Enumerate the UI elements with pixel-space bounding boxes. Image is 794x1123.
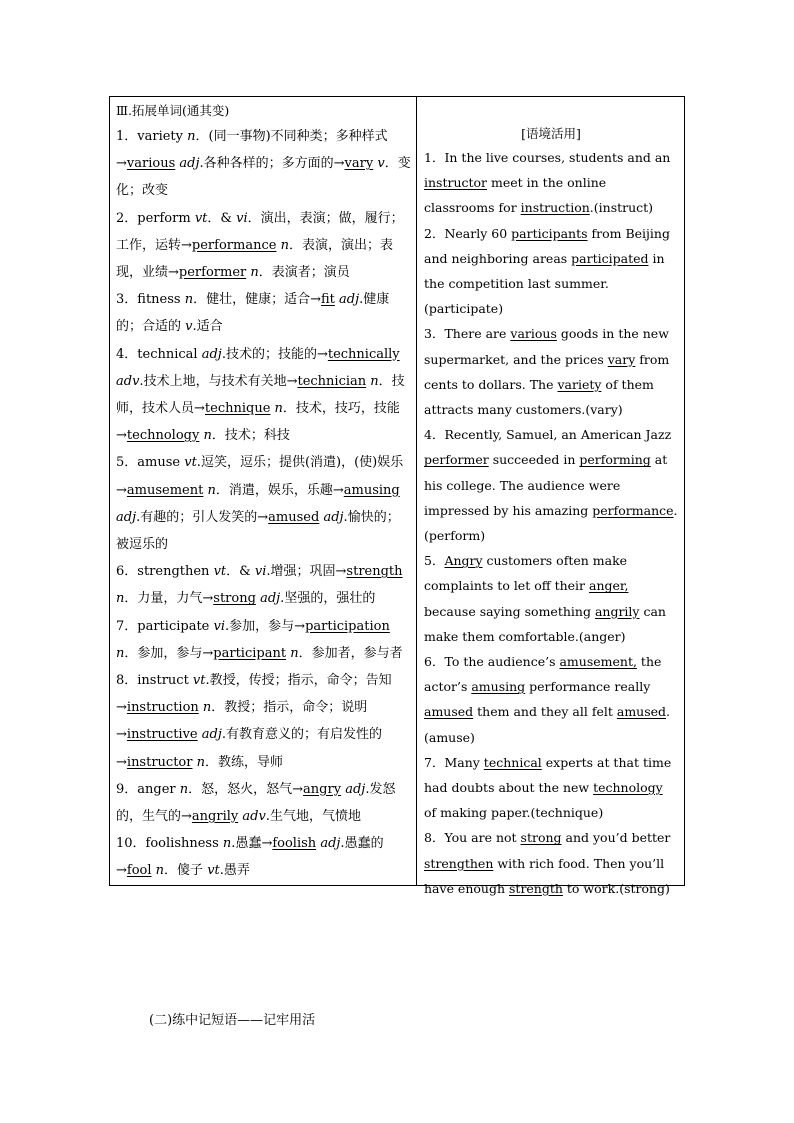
part-of-speech: n — [290, 645, 299, 661]
answer-word: instructor — [424, 175, 488, 191]
item-text: 7．Many — [424, 754, 484, 770]
item-text: ．参加，参与→ — [124, 645, 214, 661]
item-text: 6．strengthen — [116, 564, 214, 580]
part-of-speech: n — [280, 237, 289, 253]
part-of-speech: n — [196, 754, 205, 770]
part-of-speech: n — [203, 428, 212, 444]
answer-word: performance — [191, 237, 277, 253]
item-text: . — [221, 727, 227, 743]
answer-word: performer — [424, 452, 489, 468]
item-text: (participate) — [424, 301, 504, 317]
part-of-speech: n — [274, 401, 283, 417]
part-of-speech: adj — [339, 292, 360, 308]
item-text: 3．There are — [424, 326, 511, 342]
item-text: customers often make complaints to let off their — [424, 553, 628, 594]
context-usage-heading: [语境活用] — [521, 126, 581, 141]
answer-word: strength — [509, 880, 563, 896]
context-sentence-item — [424, 422, 678, 548]
part-of-speech: n — [187, 129, 196, 144]
item-text: the actor’s — [424, 654, 662, 695]
item-text: ．傻子 — [164, 863, 208, 879]
item-text: 5． — [424, 553, 445, 569]
part-of-speech: v — [185, 319, 193, 335]
context-sentence-item — [424, 548, 678, 649]
item-text: . — [139, 373, 144, 389]
item-text: 生气地，气愤地 — [269, 809, 361, 825]
item-text: ．表演者；演员 — [258, 265, 350, 281]
item-text: of them attracts many customers. — [424, 376, 654, 418]
item-text: (strong) — [619, 880, 670, 896]
answer-word: fit — [321, 292, 335, 308]
answer-word: participants — [511, 225, 588, 241]
answer-word: amused — [616, 704, 667, 720]
item-text: from Beijing and neighboring areas — [424, 225, 670, 266]
item-text: 愚蠢的→ — [116, 836, 384, 879]
item-text: 有教育意义的；有启发性的→ — [116, 727, 383, 770]
expand-word-item — [116, 776, 412, 830]
item-text: 8．You are not — [424, 830, 521, 846]
part-of-speech: n — [179, 781, 189, 797]
item-text: 1．variety — [116, 129, 188, 144]
part-of-speech: n — [250, 265, 259, 281]
part-of-speech: n — [155, 863, 165, 879]
item-text: (perform) — [424, 528, 486, 544]
item-text: 9．anger — [116, 781, 180, 797]
item-text: (vary) — [585, 402, 623, 418]
context-usage-list — [424, 145, 678, 901]
item-text: . — [343, 509, 348, 525]
context-usage-column — [417, 97, 684, 896]
answer-word: technical — [483, 754, 542, 770]
answer-word: performing — [579, 452, 651, 468]
part-of-speech: vi — [250, 564, 267, 580]
answer-word: Angry — [444, 553, 483, 569]
item-text: ．表演，演出；表现，业绩→ — [116, 237, 393, 281]
answer-word: amusing — [343, 482, 400, 498]
item-text: ．参加者，参与者 — [298, 645, 403, 661]
expand-word-item — [116, 341, 412, 450]
part-of-speech: vi — [231, 210, 248, 226]
item-text: . — [266, 564, 271, 580]
answer-word: technology — [593, 780, 663, 796]
answer-word: various — [510, 326, 557, 342]
item-text: 健康的；合适的 — [116, 292, 390, 335]
item-text: can make them comfortable. — [424, 603, 666, 644]
answer-word: vary — [344, 156, 374, 172]
expand-word-item — [116, 667, 412, 776]
answer-word: technology — [126, 428, 200, 444]
context-sentence-item — [424, 145, 678, 221]
vocabulary-table — [109, 96, 685, 896]
item-text: 有趣的；引人发笑的→ — [140, 509, 269, 525]
item-text: ．怒，怒火，怒气→ — [188, 781, 304, 797]
item-text: . — [589, 200, 594, 216]
item-text: . — [196, 455, 201, 471]
expand-words-heading: Ⅲ.拓展单词(通其变) — [116, 103, 230, 118]
item-text: because saying something — [424, 603, 595, 619]
item-text: 4．Recently, Samuel, an American Jazz — [424, 427, 672, 443]
item-text: 坚强的，强壮的 — [284, 591, 376, 607]
answer-word: angrily — [594, 603, 640, 619]
answer-word: strong — [520, 830, 562, 846]
item-text: 愚蠢→ — [235, 836, 273, 852]
item-text: 教授，传授；指示，命令；告知→ — [116, 673, 392, 716]
part-of-speech: vt — [213, 564, 227, 580]
answer-word: foolish — [272, 836, 317, 852]
item-text: at his college. The audience were impressed by his amazing — [424, 452, 668, 518]
part-of-speech: vt — [192, 673, 206, 689]
item-text: ．演出，表演；做，履行；工作，运转→ — [116, 210, 404, 253]
context-sentence-item — [424, 221, 678, 322]
item-text: to work. — [562, 880, 620, 896]
part-of-speech: adj — [260, 591, 281, 607]
item-text: . — [136, 509, 141, 525]
item-text: (instruct) — [593, 200, 654, 216]
item-text: ．教授；指示，命令；说明→ — [116, 700, 368, 743]
expand-word-item — [116, 830, 412, 884]
item-text: 愉快的；被逗乐的 — [116, 509, 400, 553]
answer-word: performer — [178, 265, 247, 281]
answer-word: technically — [327, 346, 400, 362]
item-text: . — [199, 156, 204, 172]
item-text: ．技术，技巧，技能→ — [116, 401, 400, 444]
answer-word: vary — [607, 351, 636, 367]
item-text: 5．amuse — [116, 455, 185, 471]
context-sentence-item — [424, 825, 678, 901]
item-text: . — [205, 673, 210, 689]
item-text: of making paper. — [424, 805, 531, 821]
part-of-speech: adj — [323, 509, 344, 525]
answer-word: technique — [204, 401, 271, 417]
expand-word-item — [116, 205, 412, 287]
part-of-speech: n — [116, 591, 125, 607]
part-of-speech: n — [207, 482, 216, 498]
item-text: ．& — [226, 564, 251, 580]
answer-word: amused — [424, 704, 474, 720]
item-text: 参加，参与→ — [229, 618, 306, 634]
context-sentence-item — [424, 321, 678, 422]
part-of-speech: vi — [213, 618, 226, 634]
item-text: (amuse) — [424, 729, 475, 745]
item-text: ．(同一事物)不同种类；多种样式→ — [116, 129, 388, 172]
part-of-speech: adj — [116, 509, 137, 525]
item-text: 适合 — [196, 319, 223, 335]
item-text: . — [192, 319, 197, 335]
answer-word: angry — [303, 781, 342, 797]
expand-word-item — [116, 286, 412, 340]
item-text: with rich food. Then you’ll have enough — [424, 855, 665, 896]
item-text: in the competition last summer. — [424, 250, 665, 292]
item-text: 6．To the audience’s — [424, 654, 560, 670]
answer-word: amusement — [126, 482, 204, 498]
part-of-speech: n — [222, 836, 232, 852]
phrases-section-title: (二)练中记短语——记牢用活 — [149, 1013, 316, 1028]
item-text: 3．fitness — [116, 292, 185, 308]
item-text: performance really — [525, 679, 651, 695]
part-of-speech: adj — [320, 836, 341, 852]
item-text: (anger) — [578, 628, 626, 644]
item-text: 技术的；技能的→ — [225, 346, 328, 362]
item-text: 8．instruct — [116, 673, 193, 689]
item-text: 2．perform — [116, 210, 195, 226]
expand-word-item — [116, 558, 412, 612]
part-of-speech: adj — [179, 156, 200, 172]
answer-word: instruction — [520, 200, 590, 216]
part-of-speech: adj — [201, 727, 222, 743]
answer-word: various — [126, 156, 176, 172]
answer-word: instructor — [126, 754, 193, 770]
answer-word: amusing — [471, 679, 526, 695]
item-text: ．健壮，健康；适合→ — [193, 292, 321, 308]
item-text: . — [673, 502, 678, 518]
item-text: 技术上地，与技术有关地→ — [143, 373, 298, 389]
answer-word: strength — [346, 564, 403, 580]
answer-word: performance — [592, 502, 674, 518]
expand-word-item — [116, 613, 412, 667]
part-of-speech: adj — [345, 781, 366, 797]
item-text: 10．foolishness — [116, 836, 223, 852]
item-text: 增强；巩固→ — [270, 564, 347, 580]
item-text: . — [365, 781, 370, 797]
item-text: ．& — [207, 210, 232, 226]
answer-word: strengthen — [424, 855, 494, 871]
part-of-speech: n — [116, 645, 125, 661]
item-text: them and they all felt — [473, 704, 617, 720]
item-text: ．力量，力气→ — [124, 591, 214, 607]
answer-word: participated — [571, 250, 649, 266]
answer-word: angrily — [191, 809, 239, 825]
answer-word: instructive — [126, 727, 198, 743]
item-text: succeeded in — [488, 452, 580, 468]
item-text: goods in the new supermarket, and the prices — [424, 326, 669, 367]
part-of-speech: vt — [184, 455, 197, 471]
item-text: . — [231, 836, 236, 852]
part-of-speech: adj — [201, 346, 222, 362]
part-of-speech: adv — [116, 373, 140, 389]
part-of-speech: adv — [242, 809, 266, 825]
item-text: 愚弄 — [223, 863, 250, 879]
expand-words-column — [110, 97, 417, 885]
answer-word: strong — [213, 591, 256, 607]
item-text: . — [221, 346, 226, 362]
item-text: ．技术；科技 — [211, 428, 290, 444]
context-sentence-item — [424, 750, 678, 826]
part-of-speech: v — [373, 156, 385, 172]
item-text: 发怒的，生气的→ — [116, 781, 396, 825]
answer-word: amused — [268, 509, 320, 525]
item-text: 4．technical — [116, 346, 202, 362]
expand-word-item — [116, 123, 412, 205]
expand-words-list — [116, 123, 412, 885]
answer-word: participant — [213, 645, 287, 661]
item-text: ．教练，导师 — [204, 754, 283, 770]
item-text: (technique) — [530, 805, 604, 821]
item-text: 7．participate — [116, 618, 214, 634]
part-of-speech: n — [202, 700, 212, 716]
item-text: . — [225, 618, 230, 634]
item-text: . — [219, 863, 224, 879]
item-text: . — [265, 809, 270, 825]
item-text: and you’d better — [561, 830, 671, 846]
part-of-speech: vt — [194, 210, 208, 226]
answer-word: amusement, — [559, 654, 637, 670]
answer-word: anger, — [589, 578, 629, 594]
item-text: 各种各样的；多方面的→ — [203, 156, 345, 172]
item-text: ．消遣，娱乐，乐趣→ — [215, 482, 344, 498]
item-text: 逗笑，逗乐；提供(消遣)，(使)娱乐→ — [116, 455, 404, 498]
item-text: experts at that time had doubts about the new — [424, 754, 672, 796]
part-of-speech: vt — [207, 863, 220, 879]
item-text: ．变化；改变 — [116, 156, 411, 199]
answer-word: participation — [305, 618, 390, 634]
item-text: . — [666, 704, 671, 720]
answer-word: instruction — [126, 700, 199, 716]
item-text: . — [280, 591, 285, 607]
item-text: 2．Nearly 60 — [424, 225, 512, 241]
item-text: . — [359, 292, 364, 308]
item-text: meet in the online classrooms for — [424, 175, 607, 216]
part-of-speech: n — [370, 373, 379, 389]
item-text: 1．In the live courses, students and an — [424, 150, 671, 165]
part-of-speech: n — [184, 292, 194, 308]
answer-word: fool — [126, 863, 152, 879]
item-text: . — [340, 836, 345, 852]
answer-word: variety — [557, 376, 602, 392]
item-text: ．技师，技术人员→ — [116, 373, 405, 417]
context-sentence-item — [424, 649, 678, 750]
expand-word-item — [116, 449, 412, 558]
answer-word: technician — [297, 373, 367, 389]
item-text: from cents to dollars. The — [424, 351, 670, 392]
